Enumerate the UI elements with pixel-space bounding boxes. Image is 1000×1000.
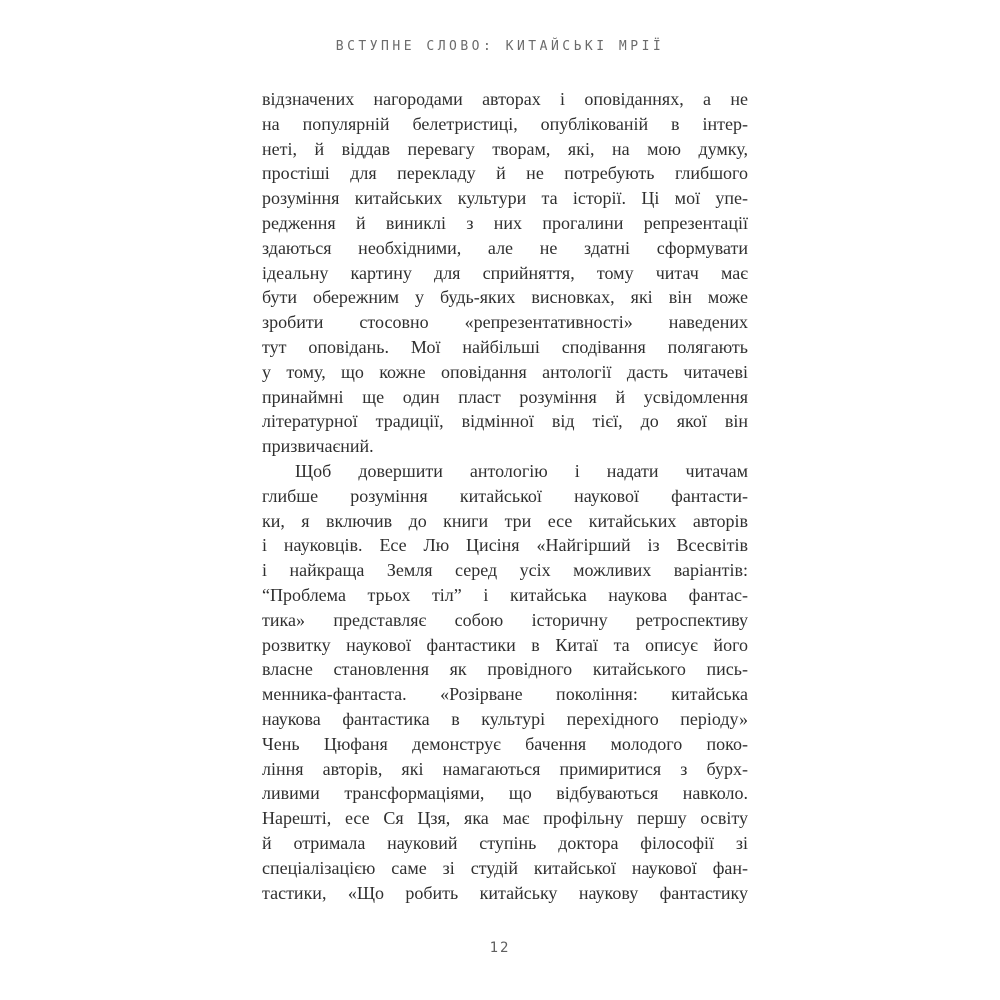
text-line: наукова фантастика в культурі перехідного періоду» — [262, 708, 748, 729]
text-line: ління авторів, які намагаються примиритися з бурх- — [262, 758, 748, 779]
text-line: відзначених нагородами авторах і оповіданнях, а не — [262, 89, 748, 109]
text-line: простіші для перекладу й не потребують глибшого — [262, 163, 748, 184]
text-line: бути обережним у будь-яких висновках, які він може — [262, 287, 748, 308]
text-line: ки, я включив до книги три есе китайських авторів — [262, 510, 748, 531]
text-line: глибше розуміння китайської наукової фантасти- — [262, 485, 748, 506]
text-line: у тому, що кожне оповідання антології дасть читачеві — [262, 361, 748, 382]
text-line: літературної традиції, відмінної від тієї, до якої він — [262, 411, 748, 432]
text-line: спеціалізацією саме зі студій китайської наукової фан- — [262, 857, 748, 878]
text-line: ідеальну картину для сприйняття, тому читач має — [262, 262, 748, 283]
text-line: зробити стосовно «репрезентативності» наведених — [262, 312, 748, 333]
text-line: ливими трансформаціями, що відбуваються навколо. — [262, 783, 748, 804]
page-number: 12 — [489, 940, 511, 956]
text-line: й отримала науковий ступінь доктора філософії зі — [262, 832, 748, 853]
text-line: тика» представляє собою історичну ретроспективу — [262, 609, 748, 630]
text-line: призвичаєний. — [262, 436, 374, 457]
text-line: Нарешті, есе Ся Цзя, яка має профільну першу освіту — [262, 808, 748, 829]
text-line: тастики, «Що робить китайську наукову фантастику — [262, 882, 748, 903]
text-line: Чень Цюфаня демонструє бачення молодого поко- — [262, 733, 748, 754]
body-text — [262, 87, 748, 905]
text-line: принаймні ще один пласт розуміння й усвідомлення — [262, 386, 748, 407]
text-line: тут оповідань. Мої найбільші сподівання полягають — [262, 336, 748, 357]
text-line: і найкраща Земля серед усіх можливих варіантів: — [262, 560, 748, 581]
running-head: ВСТУПНЕ СЛОВО: КИТАЙСЬКІ МРІЇ — [335, 39, 665, 54]
text-line: “Проблема трьох тіл” і китайська наукова фантас- — [262, 584, 748, 605]
text-line: менника-фантаста. «Розірване покоління: китайська — [262, 684, 748, 705]
text-line: і науковців. Есе Лю Цисіня «Найгірший із Всесвітів — [262, 535, 748, 556]
text-line: розуміння китайських культури та історії. Ці мої упе- — [262, 188, 748, 209]
text-line: здаються необхідними, але не здатні сформувати — [262, 237, 748, 258]
text-line: власне становлення як провідного китайського пись- — [262, 659, 748, 680]
text-line: розвитку наукової фантастики в Китаї та описує його — [262, 634, 748, 655]
text-line: Щоб довершити антологію і надати читачам — [295, 460, 748, 481]
text-line: редження й виниклі з них прогалини репрезентації — [262, 212, 748, 233]
text-line: на популярній белетристиці, опублікованій в інтер- — [262, 113, 748, 134]
text-line: неті, й віддав перевагу творам, які, на мою думку, — [262, 138, 748, 159]
